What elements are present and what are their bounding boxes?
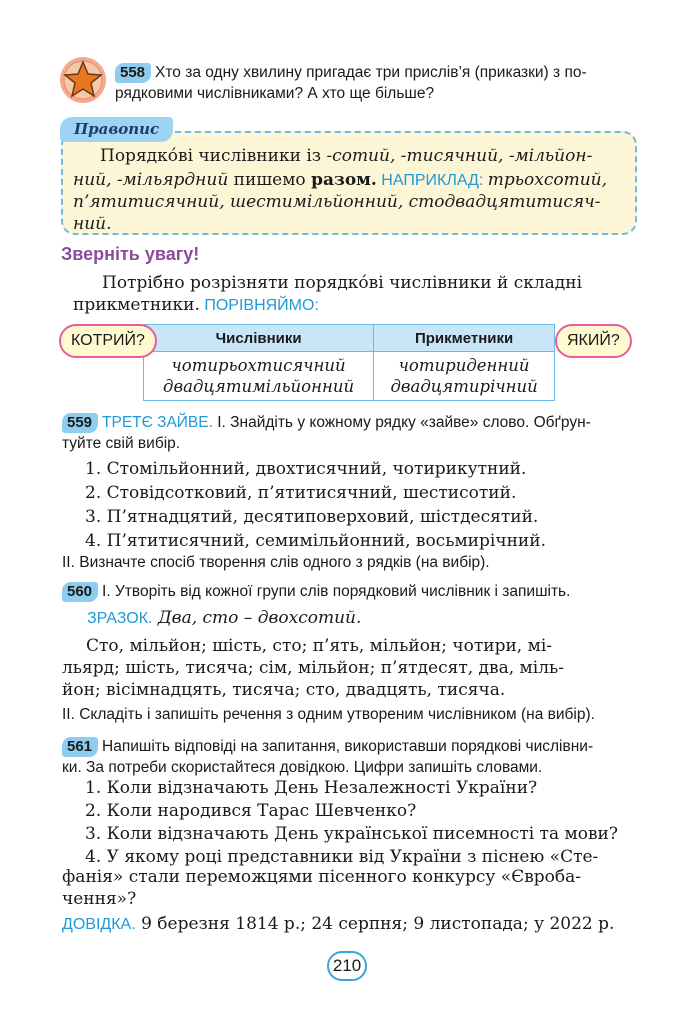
list-item: 4. П’ятитисячний, семимільйонний, восьмирічний. bbox=[85, 531, 546, 551]
task-text: Хто за одну хвилину пригадає три прислів’я (приказки) з по- bbox=[155, 64, 587, 81]
task-number: 560 bbox=[62, 582, 98, 602]
list-item: 2. Стовідсотковий, п’ятитисячний, шестисотий. bbox=[85, 483, 517, 503]
task-number: 558 bbox=[115, 63, 151, 83]
table-cell: чотирьохтисячний двадцятимільйонний bbox=[144, 352, 374, 401]
list-item: 1. Стомільйонний, двохтисячний, чотирикутний. bbox=[85, 459, 527, 479]
task-number: 559 bbox=[62, 413, 98, 433]
attention-text: прикметники. ПОРІВНЯЙМО: bbox=[73, 295, 319, 315]
exercise-text: йон; вісімнадцять, тисяча; сто, двадцять, тисяча. bbox=[62, 680, 506, 700]
table-header: Числівники bbox=[144, 325, 374, 352]
exercise-text: Сто, мільйон; шість, сто; п’ять, мільйон; чотири, мі- bbox=[86, 636, 553, 656]
attention-heading: Зверніть увагу! bbox=[61, 244, 200, 264]
question: фанія» стали переможцями пісенного конкурсу «Євроба- bbox=[62, 867, 582, 887]
task-part: ІІ. Визначте спосіб творення слів одного з рядків (на вибір). bbox=[62, 554, 490, 571]
star-icon bbox=[58, 55, 108, 105]
question-bubble-left: КОТРИЙ? bbox=[59, 324, 157, 358]
rule-line: ний. bbox=[73, 214, 112, 234]
reference-line: ДОВІДКА. 9 березня 1814 р.; 24 серпня; 9 листопада; у 2022 р. bbox=[62, 914, 615, 934]
sample-line: ЗРАЗОК. Два, сто – двохсотий. bbox=[87, 608, 362, 628]
question: 4. У якому році представники від України з піснею «Сте- bbox=[85, 847, 599, 867]
rule-line: Порядко́ві числівники із -сотий, -тисячний, -мільйон- bbox=[100, 146, 593, 166]
table-header: Прикметники bbox=[374, 325, 555, 352]
task-number: 561 bbox=[62, 737, 98, 757]
question: чення»? bbox=[62, 889, 137, 909]
question: 3. Коли відзначають День української писемності та мови? bbox=[85, 824, 618, 844]
question: 1. Коли відзначають День Незалежності України? bbox=[85, 778, 538, 798]
table-cell: чотириденний двадцятирічний bbox=[374, 352, 555, 401]
rule-tag: Правопис bbox=[60, 117, 173, 142]
task-text: рядковими числівниками? А хто ще більше? bbox=[115, 85, 435, 102]
comparison-table bbox=[143, 324, 555, 401]
task-part: ІІ. Складіть і запишіть речення з одним утвореним числівником (на вибір). bbox=[62, 706, 595, 723]
page-number: 210 bbox=[327, 951, 367, 981]
rule-line: п’ятитисячний, шестимільйонний, стодвадцятитисяч- bbox=[73, 192, 601, 212]
attention-text: Потрібно розрізняти порядко́ві числівники й складні bbox=[102, 273, 583, 293]
exercise-text: льярд; шість, тисяча; сім, мільйон; п’ятдесят, два, міль- bbox=[62, 658, 564, 678]
rule-line: ний, -мільярдний пишемо разом. НАПРИКЛАД: трьохсотий, bbox=[73, 170, 608, 190]
question: 2. Коли народився Тарас Шевченко? bbox=[85, 801, 417, 821]
question-bubble-right: ЯКИЙ? bbox=[555, 324, 632, 358]
list-item: 3. П’ятнадцятий, десятиповерховий, шістдесятий. bbox=[85, 507, 539, 527]
